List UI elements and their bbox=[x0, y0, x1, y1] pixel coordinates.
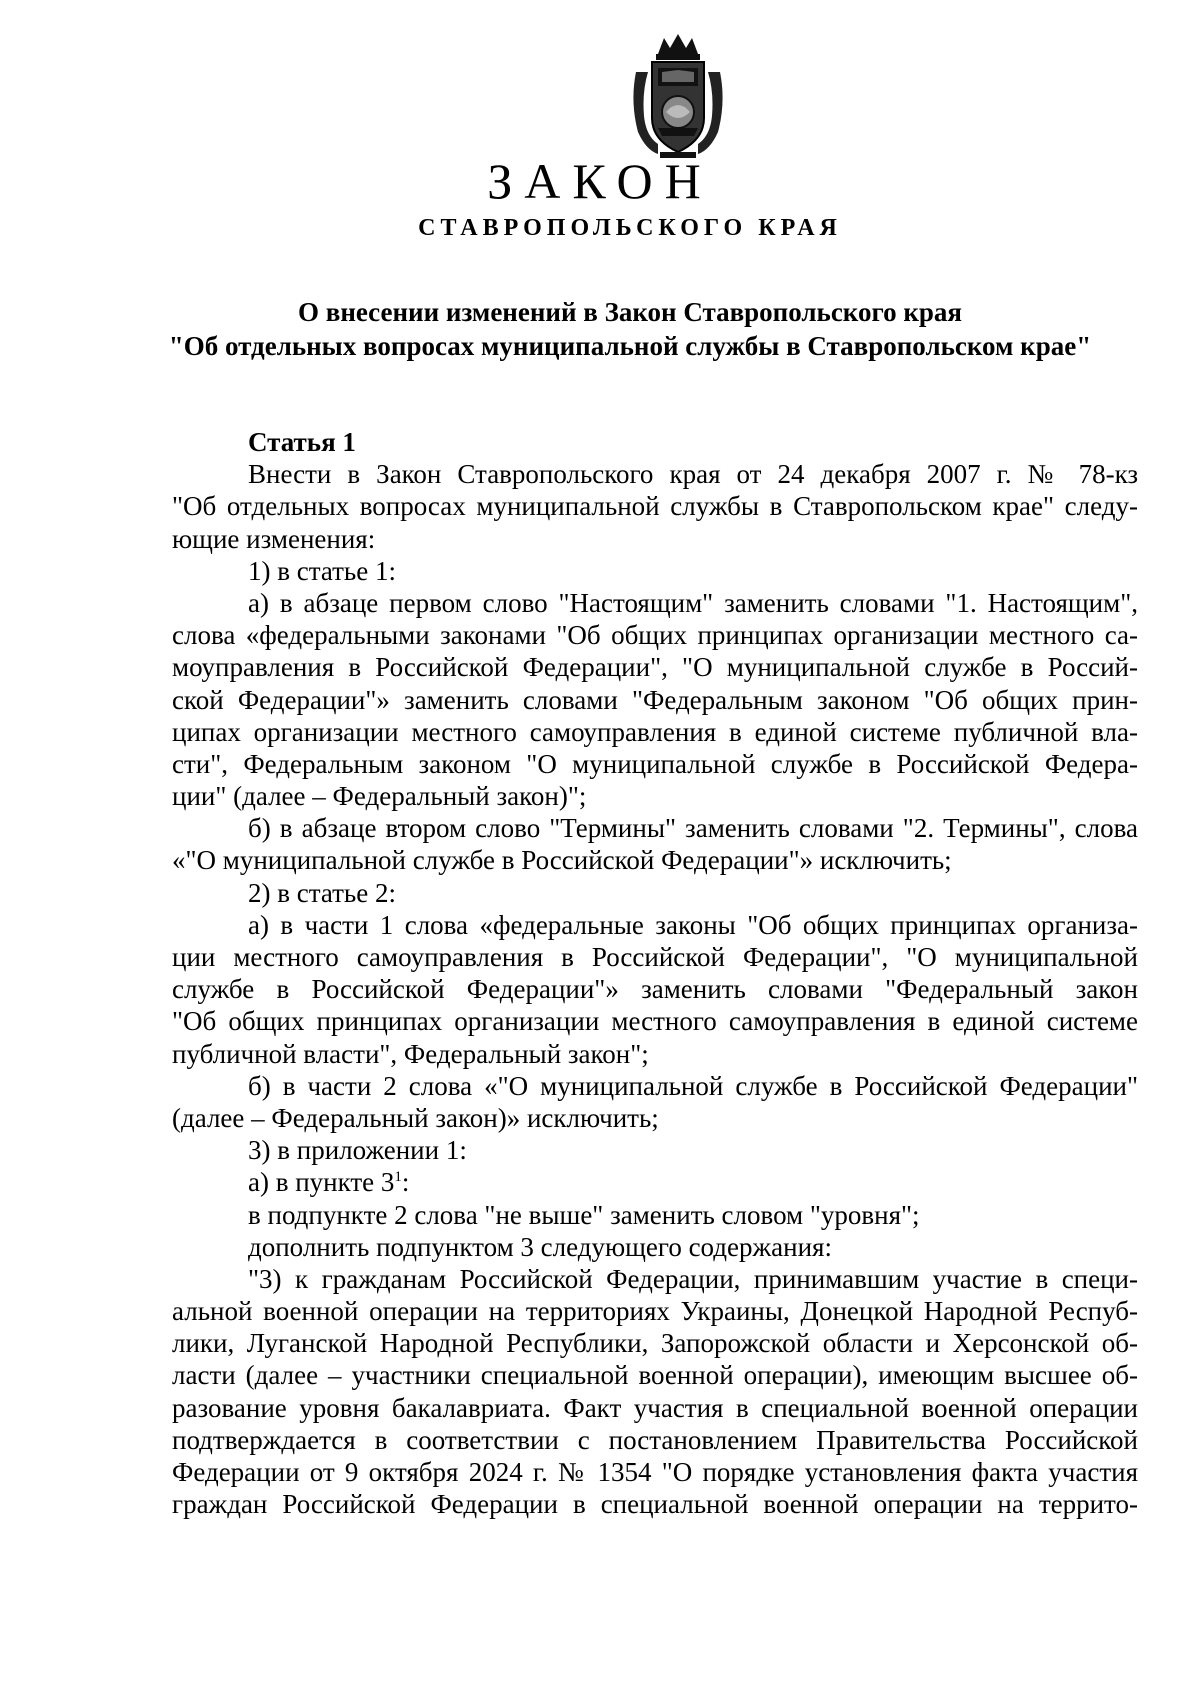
text-line: моуправления в Российской Федерации", "О муниципальной службе в Россий- bbox=[172, 652, 1138, 683]
text-line: а) в пункте $3^1$: bbox=[248, 1167, 410, 1198]
law-heading bbox=[0, 295, 1200, 363]
text-line: (далее – Федеральный закон)» исключить; bbox=[172, 1102, 659, 1133]
text-line: 3) в приложении 1: bbox=[248, 1135, 467, 1166]
text-line: Федерации от 9 октября 2024 г. № 1354 "О порядке установления факта участия bbox=[172, 1457, 1138, 1488]
text-line: сти", Федеральным законом "О муниципальной службе в Российской Федера- bbox=[172, 748, 1138, 779]
text-line: службе в Российской Федерации"» заменить словами "Федеральный закон bbox=[172, 974, 1138, 1005]
document-subtitle: СТАВРОПОЛЬСКОГО КРАЯ bbox=[418, 215, 842, 241]
text-line: "3) к гражданам Российской Федерации, принимавшим участие в специ- bbox=[248, 1263, 1138, 1294]
text-line: "Об отдельных вопросах муниципальной службы в Ставропольском крае" следу- bbox=[172, 491, 1138, 522]
law-heading-line-1: О внесении изменений в Закон Ставропольского края bbox=[297, 297, 963, 327]
coat-of-arms-icon bbox=[628, 32, 728, 160]
text-line: Внести в Закон Ставропольского края от 24 декабря 2007 г. № 78-кз bbox=[248, 459, 1138, 490]
text-line: ции местного самоуправления в Российской Федерации", "О муниципальной bbox=[172, 942, 1138, 973]
document-body bbox=[172, 426, 1138, 1520]
text-line: а) в абзаце первом слово "Настоящим" заменить словами "1. Настоящим", bbox=[248, 587, 1138, 618]
law-heading-line-2: "Об отдельных вопросах муниципальной службы в Ставропольском крае" bbox=[168, 331, 1092, 361]
text-line: ющие изменения: bbox=[172, 523, 376, 554]
text-line: 2) в статье 2: bbox=[248, 877, 396, 908]
text-line: лики, Луганской Народной Республики, Запорожской области и Херсонской об- bbox=[172, 1328, 1138, 1359]
text-line: ласти (далее – участники специальной военной операции), имеющим высшее об- bbox=[172, 1360, 1138, 1391]
text-line: ской Федерации"» заменить словами "Федеральным законом "Об общих прин- bbox=[172, 684, 1138, 715]
text-line: в подпункте 2 слова "не выше" заменить словом "уровня"; bbox=[248, 1199, 920, 1230]
text-line: б) в абзаце втором слово "Термины" заменить словами "2. Термины", слова bbox=[248, 813, 1138, 844]
text-line: а) в части 1 слова «федеральные законы "Об общих принципах организа- bbox=[248, 909, 1138, 940]
text-line: слова «федеральными законами "Об общих принципах организации местного са- bbox=[172, 620, 1138, 651]
article-title: Статья 1 bbox=[248, 427, 356, 457]
text-line: разование уровня бакалавриата. Факт участия в специальной военной операции bbox=[172, 1392, 1138, 1423]
superscript: 1 bbox=[394, 1169, 402, 1186]
text-line: альной военной операции на территориях Украины, Донецкой Народной Респуб- bbox=[172, 1296, 1138, 1327]
text-line: граждан Российской Федерации в специальной военной операции на террито- bbox=[172, 1489, 1138, 1520]
text-line: «"О муниципальной службе в Российской Федерации"» исключить; bbox=[172, 845, 952, 876]
text-line: ции" (далее – Федеральный закон)"; bbox=[172, 781, 587, 812]
text-line: публичной власти", Федеральный закон"; bbox=[172, 1038, 649, 1069]
article-text bbox=[172, 458, 1138, 1520]
text-line: 1) в статье 1: bbox=[248, 555, 396, 586]
text-line: дополнить подпунктом 3 следующего содержания: bbox=[248, 1231, 832, 1262]
text-line: "Об общих принципах организации местного самоуправления в единой системе bbox=[172, 1006, 1138, 1037]
document-title: ЗАКОН bbox=[487, 153, 713, 209]
text-line: ципах организации местного самоуправления в единой системе публичной вла- bbox=[172, 716, 1138, 747]
text-line: б) в части 2 слова «"О муниципальной службе в Российской Федерации" bbox=[248, 1070, 1138, 1101]
text-suffix: : bbox=[401, 1167, 410, 1198]
text-line: подтверждается в соответствии с постановлением Правительства Российской bbox=[172, 1424, 1138, 1455]
